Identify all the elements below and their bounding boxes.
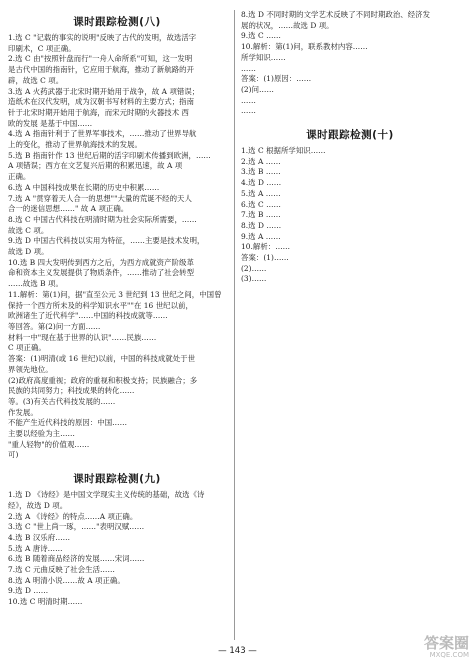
text-line: …… [241,63,256,73]
text-line: 命和资本主义发展提供了物质条件，……推动了社会转型 [8,268,195,278]
right-column [241,10,459,285]
text-line: 8.选 C 中国古代科技在明清时期为社会实际所需要，…… [8,214,197,224]
text-line: 9.选 D 中国古代科技以实用为特征，……主要是技术发明， [8,236,205,246]
text-line: 8.选 D 不同时期的文学艺术反映了不同时期政治、经济发 [241,10,431,19]
text-line: 欧的发展 是基于中国…… [8,118,93,128]
text-line: 材料一中"现在基于世界的认识"……民族…… [8,332,157,342]
text-line: 民族的共同努力；科技成果的转化…… [8,386,135,396]
text-line: 作发展。 [8,407,38,417]
text-line: 9.选 A …… [241,231,281,241]
text-line: 故选 D 项。 [8,247,49,257]
text-line: 9.选 C …… [241,31,281,41]
text-line: 8.选 A 明清小说……故 A 项正确。 [8,575,125,585]
text-line: 2.选 A 《诗经》的特点……A 项正确。 [8,511,138,521]
text-line: 5.选 B 指南针作 13 世纪后期的活字印刷术传播到欧洲，…… [8,150,211,160]
text-line: 11.解析：第(1)问，据"直至公元 3 世纪到 13 世纪之间，中国曾 [8,289,222,299]
text-line: 9.选 D …… [8,586,49,596]
text-line: 答案：(1)…… [241,253,289,263]
text-line: 2.选 A …… [241,156,281,166]
text-line: A 项错误；西方在文艺复兴后期的积累迅速，故 A 项 [8,161,183,171]
text-line: 保持一个西方所未及的科学知识水平""在 16 世纪以前， [8,300,193,310]
text-line: 3.选 A 火药武器于北宋时期开始用于战争，故 A 项错误； [8,86,200,96]
page-number: — 143 — [218,646,257,656]
text-line: 造纸术在汉代发明，成为汉朝书写材料的主要方式；指南 [8,97,195,107]
text-line: 等。(3)有关古代科技发展的…… [8,396,116,406]
text-line: 8.选 D …… [241,220,282,230]
text-line [241,117,459,123]
text-line: 10.选 C 明清时期…… [8,597,83,607]
text-line: 针于北宋时期开始用于航海，而宋元时期的火器技术 西 [8,107,189,117]
text-line: 等回答。第(2)问一方面…… [8,321,101,331]
watermark-text: 答案圈 [423,634,469,652]
text-line: (2)政府高度重视；政府的重视和积极支持；民族融合；多 [8,375,198,385]
text-line: 展的状况，……故选 D 项。 [241,20,334,30]
text-line: 主要以经验为主…… [8,429,75,439]
text-line: 上的变化，推动了世界航海技术的发展。 [8,140,142,150]
text-line: 6.选 B 随着商品经济的发展……宋词…… [8,554,145,564]
text-line: 印刷术，C 项正确。 [8,43,76,53]
text-line: 6.选 C …… [241,199,281,209]
text-line: C 项正确。 [8,343,46,353]
text-line: 3.选 B …… [241,167,281,177]
text-line: 5.选 A …… [241,188,281,198]
text-line: 不能产生近代科技的原因：中国…… [8,418,128,428]
text-line: 可) [8,450,19,460]
text-line: 界领先地位。 [8,364,53,374]
section-title: 课时跟踪检测(八) [73,16,161,28]
text-line: 1.选 C "记载的事实的说明"反映了古代的发明，故选活字 [8,33,197,42]
text-line: 5.选 A 唐诗…… [8,543,63,553]
text-line: (2)…… [241,263,267,273]
text-line: "重人轻物"的价值观…… [8,439,90,449]
text-line: 10.解析：…… [241,242,291,252]
right-lines [241,10,459,285]
column-divider [234,10,235,640]
text-line: 3.选 C "世上尚一琢，……"表明汉赋…… [8,522,145,532]
text-line: ……故选 B 项。 [8,279,63,289]
text-line: 1.选 C 根据所学知识…… [241,146,326,156]
text-line: (3)…… [241,274,267,284]
text-line: 辟，故选 C 项。 [8,75,64,85]
text-line: 10.解析：第(1)问，联系教材内容…… [241,42,368,52]
text-line: 1.选 D 《诗经》是中国文学现实主义传统的基础，故选《诗 [8,490,205,500]
text-line: 经》，故选 D 项。 [8,500,68,510]
text-line [8,461,226,467]
text-line: 答案：(1)明清(或 16 世纪)以前，中国的科技成就处于世 [8,354,196,364]
text-line: 4.选 B 汉乐府…… [8,532,71,542]
section-title: 课时跟踪检测(九) [73,473,161,486]
text-line: …… [241,106,256,116]
text-line: 答案：(1)原因：…… [241,74,312,84]
text-line: 10.选 B 四大发明传到西方之后，为西方成就资产阶级革 [8,257,194,267]
text-line: 7.选 B …… [241,210,281,220]
text-line: 2.选 C 由"按照针盘而行"一舟人命所系"可知，这一发明 [8,54,193,64]
text-line: 所学知识…… [241,52,286,62]
text-line: 7.选 C 元曲反映了社会生活…… [8,565,115,575]
text-line: 7.选 A "贯穿着天人合一的思想""大量的荒诞不经的天人 [8,193,192,203]
text-line: 合一的迷信思想……" 故 A 项正确。 [8,204,129,214]
text-line: 6.选 A 中国科技成果在长期的历史中积累…… [8,182,160,192]
watermark-logo [401,635,469,663]
text-line: 欧洲诸生了近代科学"……中国的科技成就等…… [8,311,168,321]
text-line: …… [241,95,256,105]
text-line: 4.选 D …… [241,178,282,188]
watermark-url: MXQE.COM [429,651,469,659]
left-lines [8,33,226,608]
text-line: 是古代中国的指南针，它应用于航海，推动了新航路的开 [8,65,195,75]
text-line: 故选 C 项。 [8,225,49,235]
text-line: 4.选 A 指南针利于了世界军事技术，……推动了世界导航 [8,129,197,139]
left-column [8,10,226,608]
text-line: 正确。 [8,172,31,182]
text-line: (2)问…… [241,84,274,94]
section-title: 课时跟踪检测(十) [306,129,394,142]
